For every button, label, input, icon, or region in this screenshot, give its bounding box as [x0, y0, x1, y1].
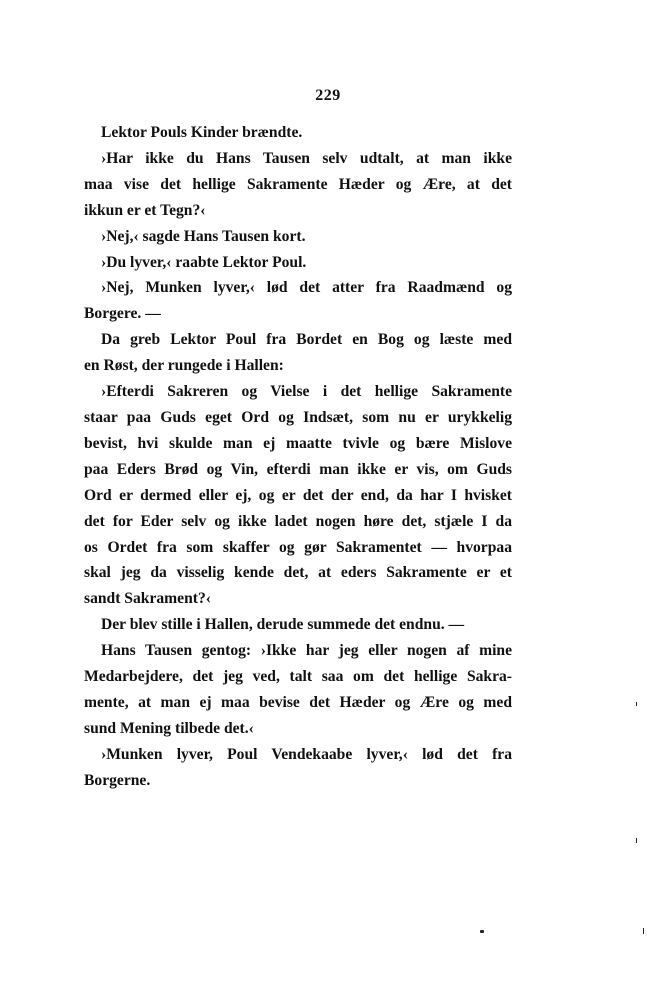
scan-speck [480, 930, 484, 933]
paragraph [84, 224, 512, 250]
text-line: Medarbejdere, det jeg ved, talt saa om det hellige Sakra- [84, 668, 512, 686]
text-line: Da greb Lektor Poul fra Bordet en Bog og læste med [101, 331, 512, 349]
paragraph [84, 379, 512, 612]
body-text [84, 120, 512, 794]
paragraph [84, 146, 512, 224]
paragraph [84, 327, 512, 379]
text-line: paa Eders Brød og Vin, efterdi man ikke er vis, om Guds [84, 460, 512, 478]
text-line: bevist, hvi skulde man ej maatte tvivle og bære Mislove [84, 434, 512, 452]
text-line: sandt Sakrament?‹ [84, 590, 211, 608]
text-line: sund Mening tilbede det.‹ [84, 719, 254, 737]
paragraph [84, 250, 512, 276]
text-line: Ord er dermed eller ej, og er det der end, da har I hvisket [84, 486, 512, 504]
text-line: ›Nej, Munken lyver,‹ lød det atter fra Raadmænd og [101, 279, 512, 297]
page-number: 229 [315, 87, 341, 104]
text-line: Hans Tausen gentog: ›Ikke har jeg eller nogen af mine [101, 642, 512, 660]
text-line: Borgere. — [84, 305, 161, 323]
text-line: ›Nej,‹ sagde Hans Tausen kort. [101, 227, 306, 245]
scan-speck [643, 928, 644, 934]
text-line: maa vise det hellige Sakramente Hæder og Ære, at det [84, 175, 512, 193]
scan-speck [636, 838, 637, 843]
text-line: ikkun er et Tegn?‹ [84, 201, 206, 219]
text-line: skal jeg da visselig kende det, at eders Sakramente er et [84, 564, 512, 582]
text-line: ›Efterdi Sakreren og Vielse i det hellige Sakramente [101, 383, 512, 401]
paragraph [84, 275, 512, 327]
text-line: ›Munken lyver, Poul Vendekaabe lyver,‹ lød det fra [101, 745, 512, 763]
text-line: os Ordet fra som skaffer og gør Sakramentet — hvorpaa [84, 538, 512, 556]
text-line: staar paa Guds eget Ord og Indsæt, som nu er urykkelig [84, 408, 512, 426]
paragraph [84, 638, 512, 742]
paragraph [84, 612, 512, 638]
text-line: Der blev stille i Hallen, derude summede det endnu. — [101, 616, 465, 634]
text-line: ›Har ikke du Hans Tausen selv udtalt, at man ikke [101, 149, 512, 167]
text-line: Borgerne. [84, 771, 151, 789]
text-line: det for Eder selv og ikke ladet nogen høre det, stjæle I da [84, 512, 512, 530]
text-line: en Røst, der rungede i Hallen: [84, 357, 284, 375]
text-line: Lektor Pouls Kinder brændte. [101, 124, 303, 141]
scan-speck [636, 702, 637, 706]
paragraph [84, 742, 512, 794]
paragraph [84, 120, 512, 146]
text-line: mente, at man ej maa bevise det Hæder og Ære og med [84, 693, 512, 711]
text-line: ›Du lyver,‹ raabte Lektor Poul. [101, 253, 307, 271]
